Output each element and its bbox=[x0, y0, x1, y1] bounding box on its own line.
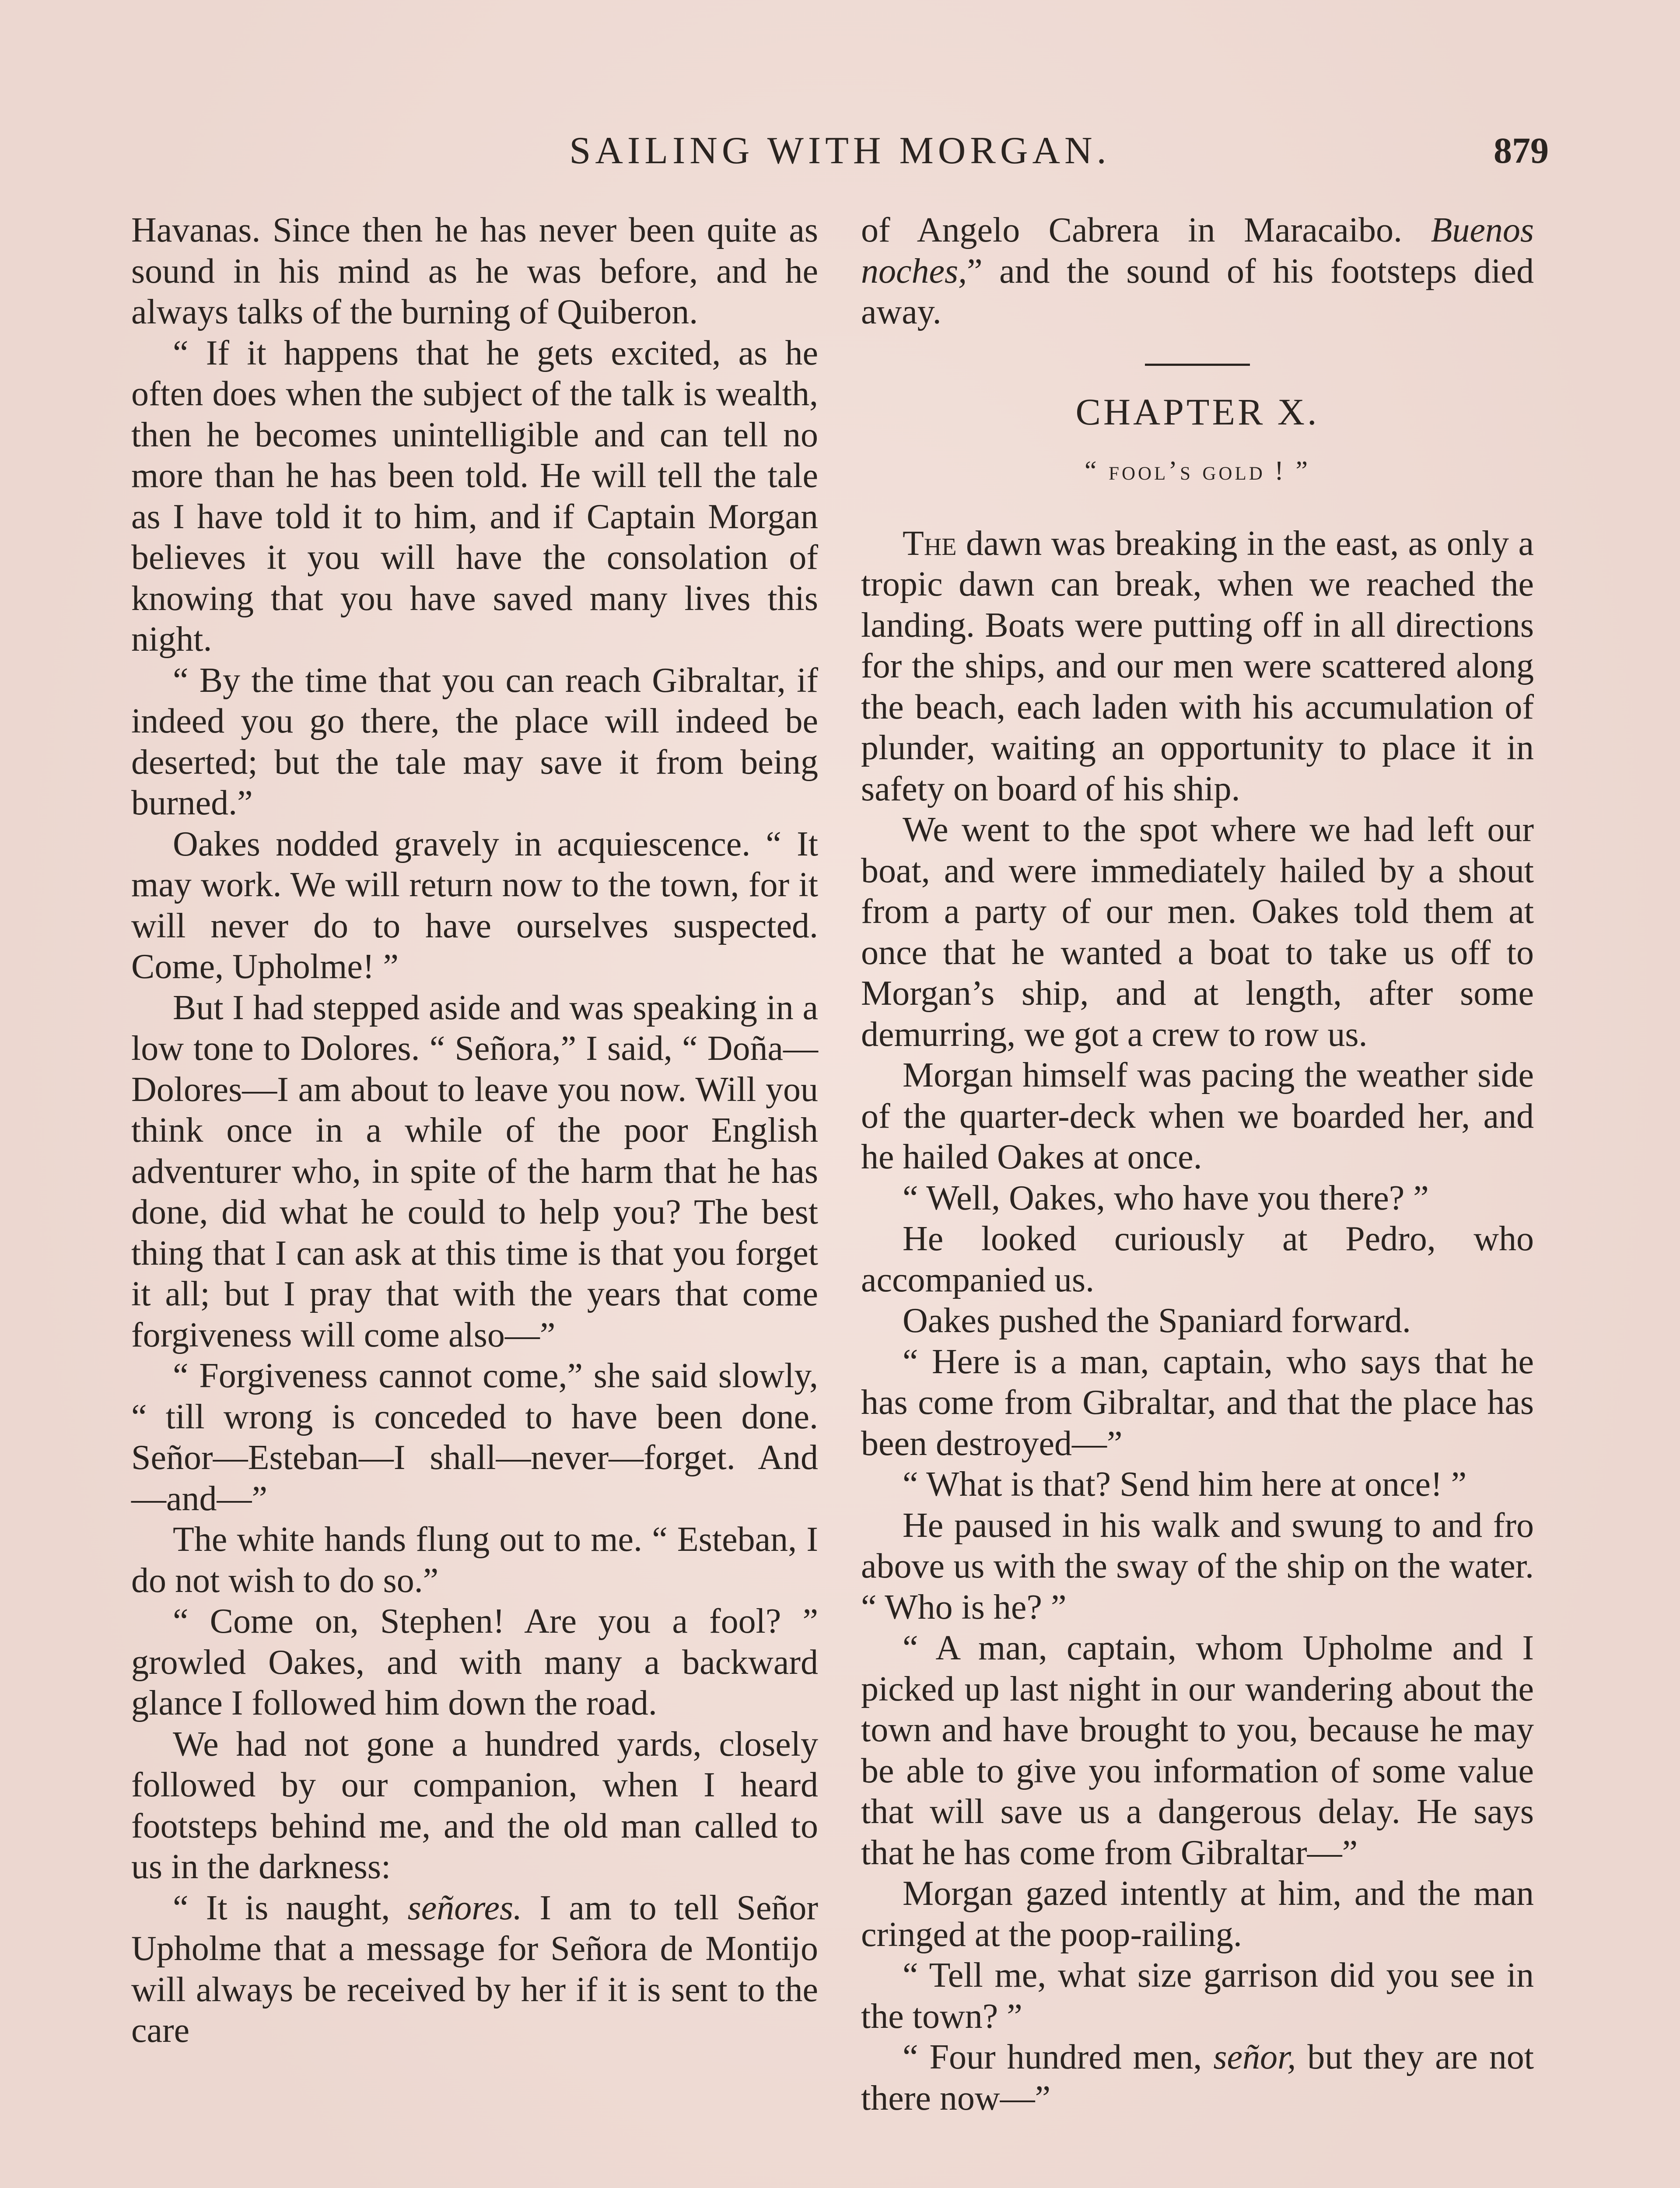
italic-text: señor, bbox=[1213, 2038, 1296, 2076]
paragraph bbox=[861, 2037, 1534, 2119]
chapter-title: CHAPTER X. bbox=[1075, 390, 1320, 433]
paragraph: “ Tell me, what size garrison did you see in the town? ” bbox=[861, 1956, 1534, 2036]
paragraph: The white hands flung out to me. “ Esteban, I do not wish to do so.” bbox=[131, 1520, 818, 1600]
paragraph: “ What is that? Send him here at once! ” bbox=[903, 1465, 1467, 1504]
paragraph bbox=[861, 523, 1534, 810]
paragraph: “ A man, captain, whom Upholme and I picked up last night in our wandering about the town and have brought to you, because he may be able to give you information of some value that will save us a dangerous delay. He says that he has come from Gibraltar—” bbox=[861, 1629, 1534, 1872]
italic-text: señores. bbox=[407, 1888, 522, 1927]
italic-text: Buenos noches, bbox=[861, 211, 1534, 291]
paragraph: He looked curiously at Pedro, who accompanied us. bbox=[861, 1220, 1534, 1299]
running-head: SAILING WITH MORGAN. bbox=[569, 130, 1111, 172]
text-run: ” and the sound of his footsteps died away. bbox=[861, 252, 1534, 331]
paragraph: Morgan gazed intently at him, and the man cringed at the poop-railing. bbox=[861, 1874, 1534, 1954]
left-column bbox=[131, 210, 818, 2051]
paragraph: But I had stepped aside and was speaking in a low tone to Dolores. “ Señora,” I said, “ Doña—Dolores—I am about to leave you now. Will you think once in a while of the poor English adventurer who, in spite of the harm that he has done, did what he could to help you? The best thing that I can ask at this time is that you forget it all; but I pray that with the years that come forgiveness will come also—” bbox=[131, 988, 818, 1354]
paragraph: “ Forgiveness cannot come,” she said slowly, “ till wrong is conceded to have been done. Señor—Esteban—I shall—never—forget. And—and—” bbox=[131, 1357, 818, 1518]
chapter-subtitle: “ fool’s gold ! ” bbox=[1085, 456, 1310, 486]
paragraph bbox=[131, 1888, 818, 2051]
right-column bbox=[861, 210, 1534, 2119]
paragraph: “ Well, Oakes, who have you there? ” bbox=[903, 1178, 1429, 1217]
text-run: “ Four hundred men, bbox=[903, 2038, 1214, 2076]
text-run: I am to tell Señor Upholme that a message for Señora de Montijo will always be received by her if it is sent to the care bbox=[131, 1888, 819, 2050]
text-run: “ It is naught, bbox=[173, 1888, 408, 1927]
paragraph: Havanas. Since then he has never been quite as sound in his mind as he was before, and he always talks of the burning of Quiberon. bbox=[131, 211, 818, 331]
paragraph: We had not gone a hundred yards, closely followed by our companion, when I heard footsteps behind me, and the old man called to us in the darkness: bbox=[131, 1725, 818, 1886]
paragraph: He paused in his walk and swung to and fro above us with the sway of the ship on the water. “ Who is he? ” bbox=[861, 1506, 1534, 1627]
section-divider bbox=[1145, 364, 1250, 366]
text-run: dawn was breaking in the east, as only a tropic dawn can break, when we reached the landing. Boats were putting off in all directions for the ships, and our men were scattered along the beach, each laden with his accumulation of plunder, waiting an opportunity to place it in safety on board of his ship. bbox=[861, 524, 1534, 808]
page-header bbox=[131, 127, 1549, 184]
paragraph: Morgan himself was pacing the weather side of the quarter-deck when we boarded her, and he hailed Oakes at once. bbox=[861, 1056, 1534, 1176]
paragraph: We went to the spot where we had left our boat, and were immediately hailed by a shout from a party of our men. Oakes told them at once that he wanted a boat to take us off to Morgan’s ship, and at length, after some demurring, we got a crew to row us. bbox=[861, 810, 1534, 1054]
paragraph: “ By the time that you can reach Gibraltar, if indeed you go there, the place will indeed be deserted; but the tale may save it from being burned.” bbox=[131, 661, 818, 822]
paragraph: Oakes nodded gravely in acquiescence. “ It may work. We will return now to the town, for it will never do to have ourselves suspected. Come, Upholme! ” bbox=[131, 824, 818, 986]
paragraph: “ If it happens that he gets excited, as he often does when the subject of the talk is wealth, then he becomes unintelligible and can tell no more than he has been told. He will tell the tale as I have told it to him, and if Captain Morgan believes it you will have the consolation of knowing that you have saved many lives this night. bbox=[131, 333, 818, 659]
paragraph: “ Here is a man, captain, who says that he has come from Gibraltar, and that the place has been destroyed—” bbox=[861, 1342, 1534, 1463]
opening-word: The bbox=[903, 524, 957, 563]
text-run: of Angelo Cabrera in Maracaibo. bbox=[861, 211, 1431, 249]
paragraph bbox=[861, 210, 1534, 333]
page-number: 879 bbox=[1494, 130, 1549, 171]
paragraph: “ Come on, Stephen! Are you a fool? ” growled Oakes, and with many a backward glance I followed him down the road. bbox=[131, 1602, 818, 1722]
paragraph: Oakes pushed the Spaniard forward. bbox=[903, 1301, 1411, 1340]
text-run: but they are not there now—” bbox=[861, 2038, 1534, 2118]
